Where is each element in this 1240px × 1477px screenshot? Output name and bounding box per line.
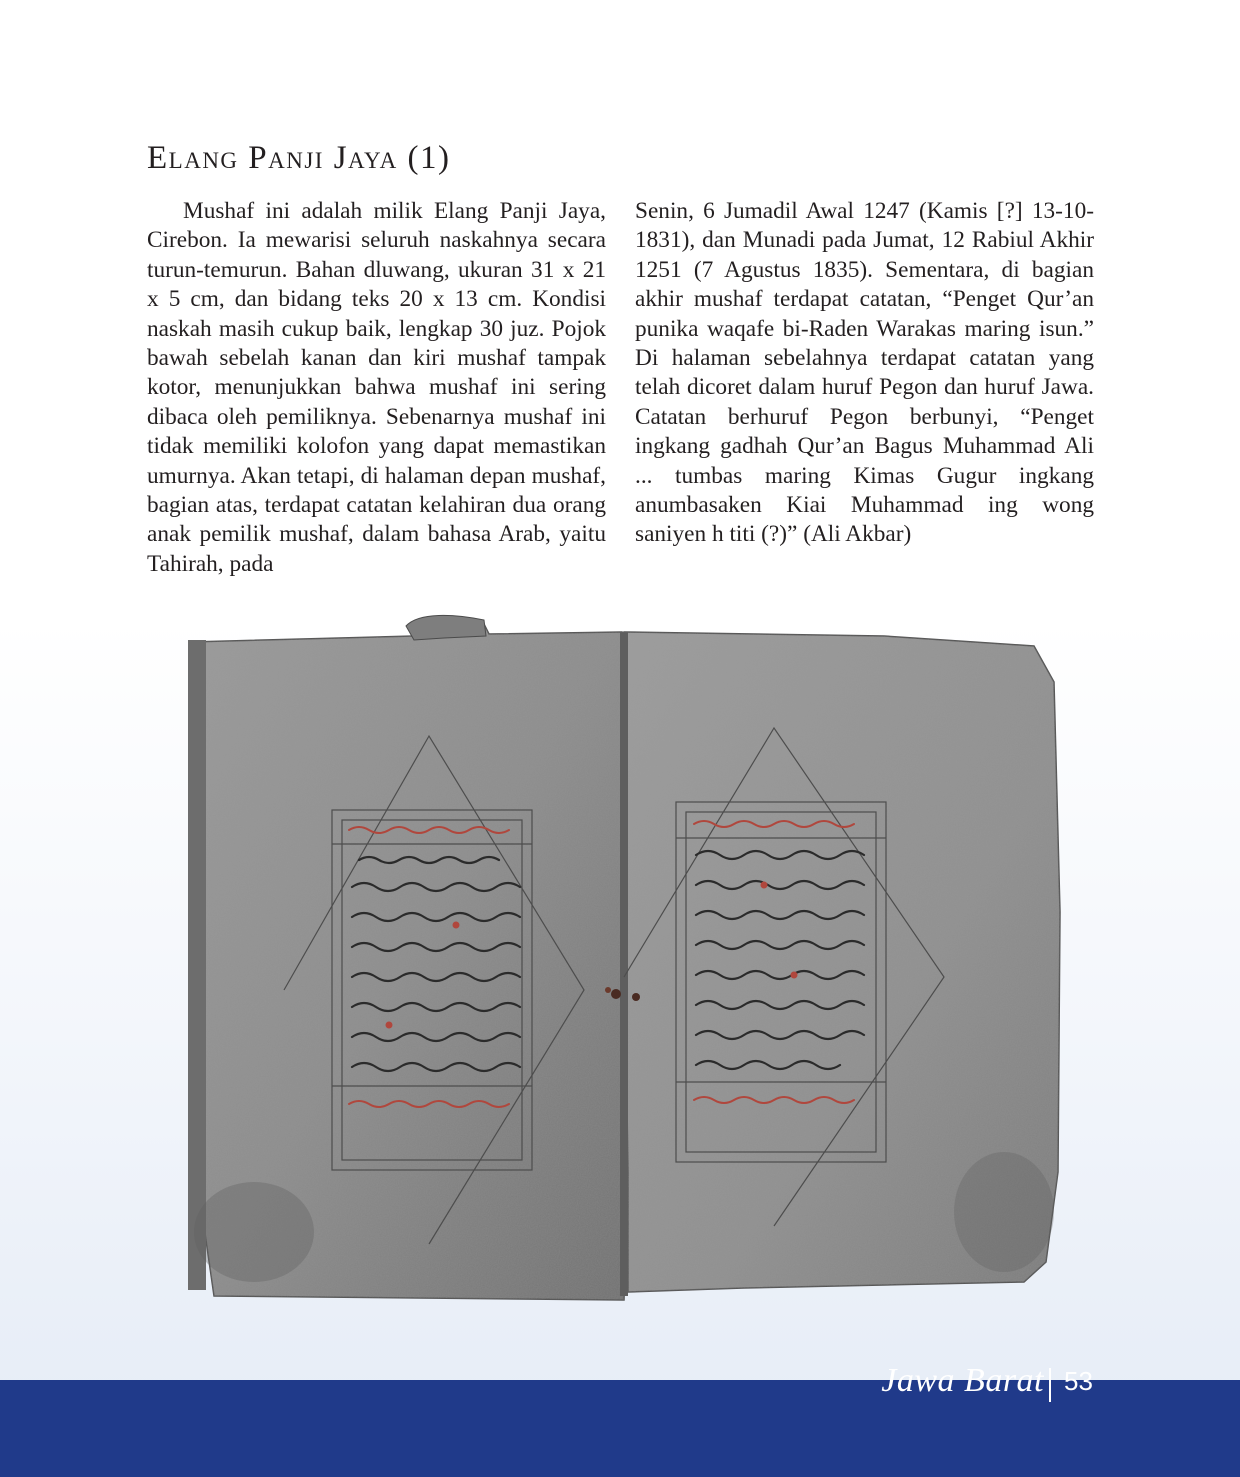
torn-scrap [406, 615, 486, 640]
article-column-right: Senin, 6 Jumadil Awal 1247 (Kamis [?] 13-10-1831), dan Munadi pada Jumat, 12 Rabiul Akhir 1251 (7 Agustus 1835). Sementara, di bagian akhir mushaf terdapat catatan, “Penget Qur’an punika waqafe bi-Raden Warakas maring isun.” Di halaman sebelahnya terdapat catatan yang telah dicoret dalam huruf Pegon dan huruf Jawa. Catatan berhuruf Pegon berbunyi, “Penget ingkang gadhah Qur’an Bagus Muhammad Ali ... tumbas maring Kimas Gugur ingkang anumbasaken Kiai Muhammad ing wong saniyen h titi (?)” (Ali Akbar) [635, 198, 1094, 548]
article-heading: Elang Panji Jaya (1) [147, 140, 451, 176]
page-number: 53 [1064, 1366, 1093, 1396]
book-gutter [620, 632, 628, 1296]
article-column-left: Mushaf ini adalah milik Elang Panji Jaya, Cirebon. Ia mewarisi seluruh naskahnya secara turun-temurun. Bahan dluwang, ukuran 31 x 21 x 5 cm, dan bidang teks 20 x 13 cm. Kondisi naskah masih cukup baik, lengkap 30 juz. Pojok bawah sebelah kanan dan kiri mushaf tampak kotor, menunjukkan bahwa mushaf ini sering dibaca oleh pemiliknya. Sebenarnya mushaf ini tidak memiliki kolofon yang dapat memastikan umurnya. Akan tetapi, di halaman depan mushaf, bagian atas, terdapat catatan kelahiran dua orang anak pemilik mushaf, dalam bahasa Arab, yaitu Tahirah, pada [147, 198, 606, 577]
footer-separator [1049, 1368, 1051, 1402]
footer-region-label: Jawa Barat [881, 1362, 1044, 1399]
manuscript-photo [184, 612, 1064, 1302]
left-binding-edge [188, 640, 206, 1290]
footer-band [0, 1380, 1240, 1477]
